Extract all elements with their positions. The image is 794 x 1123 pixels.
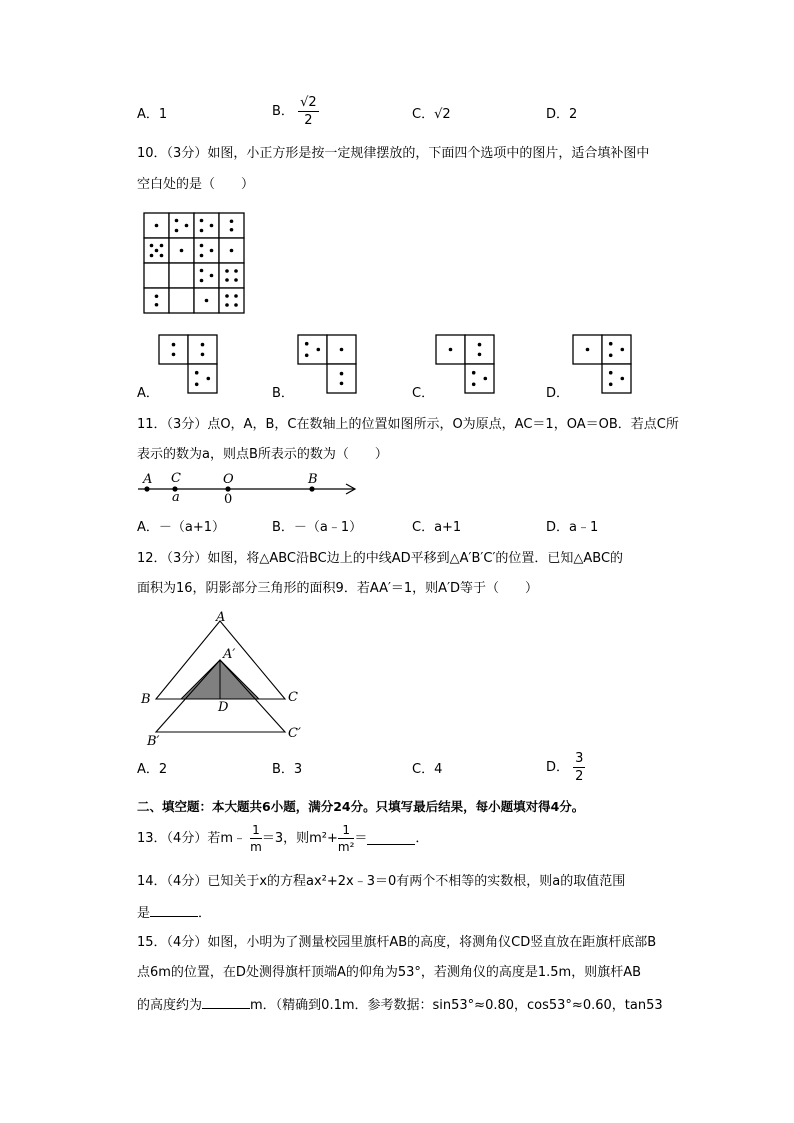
- q14-line2: 是 ．: [137, 906, 212, 921]
- grid-cell-r0c2-dot: [210, 224, 214, 228]
- q12-option-c: C．4: [412, 762, 443, 777]
- option-cell-top-left: [159, 335, 188, 364]
- q11-line1: 11．（3分）点O，A，B，C在数轴上的位置如图所示，O为原点，AC＝1，OA＝OB．若点C所: [137, 417, 679, 432]
- option-cell-top-left-dot: [172, 353, 176, 357]
- grid-cell-r3c3: [219, 288, 244, 313]
- option-cell-bottom-right-dot: [207, 377, 211, 381]
- q9-option-b-fraction: $\frac{√2}{2}$: [300, 95, 317, 128]
- option-cell-top-left-dot: [317, 348, 321, 352]
- grid-cell-r3c1: [169, 288, 194, 313]
- grid-cell-r0c1: [169, 213, 194, 238]
- q11-option-a: A．－（a+1）: [137, 520, 226, 535]
- q15-line1: 15．（4分）如图，小明为了测量校园里旗杆AB的高度，将测角仪CD竖直放在距旗杆底部B: [137, 935, 657, 950]
- q10-option-d-figure: [572, 334, 634, 396]
- grid-cell-r2c0: [144, 263, 169, 288]
- q12-line2: 面积为16，阴影部分三角形的面积9．若AA′＝1，则A′D等于（ ）: [137, 581, 539, 596]
- option-cell-top-left-dot: [449, 348, 453, 352]
- label-b-prime: B′: [147, 734, 160, 749]
- option-cell-top-right-dot: [201, 343, 205, 347]
- grid-cell-r2c3-dot: [225, 269, 229, 273]
- label-a: A: [216, 610, 226, 625]
- q15-line3: 的高度约为 m．（精确到0.1m．参考数据：sin53°≈0.80，cos53°≈0.60，tan53: [137, 998, 663, 1013]
- option-cell-top-left-dot: [305, 354, 309, 358]
- q15-answer-blank[interactable]: [202, 996, 250, 1009]
- option-cell-bottom-right-dot: [195, 383, 199, 387]
- option-cell-top-right-dot: [201, 353, 205, 357]
- option-cell-top-left-dot: [586, 348, 590, 352]
- option-cell-bottom-right: [327, 364, 356, 393]
- q10-option-a-label: A．: [137, 386, 159, 401]
- grid-cell-r3c3-dot: [234, 294, 238, 298]
- option-cell-bottom-right-dot: [195, 371, 199, 375]
- grid-cell-r1c0-dot: [160, 254, 164, 258]
- label-c: C: [171, 471, 181, 486]
- grid-cell-r2c3-dot: [225, 278, 229, 282]
- grid-cell-r1c2-dot: [200, 254, 204, 258]
- option-cell-top-right: [602, 335, 631, 364]
- q10-dot-grid-figure: [142, 211, 246, 315]
- label-a-value: a: [172, 490, 180, 504]
- grid-cell-r1c0-dot: [150, 244, 154, 248]
- option-cell-top-right-dot: [621, 348, 625, 352]
- grid-cell-r2c2-dot: [200, 269, 204, 273]
- grid-cell-r3c3-dot: [225, 303, 229, 307]
- q11-option-d: D．a﹣1: [546, 520, 599, 535]
- q11-number-line: [134, 470, 360, 504]
- option-cell-top-left: [298, 335, 327, 364]
- option-cell-top-right: [465, 335, 494, 364]
- grid-cell-r0c1-dot: [175, 219, 179, 223]
- option-cell-bottom-right-dot: [472, 383, 476, 387]
- grid-cell-r3c3-dot: [225, 294, 229, 298]
- q11-option-b: B．－（a﹣1）: [272, 520, 363, 535]
- grid-cell-r3c0: [144, 288, 169, 313]
- section-2-heading: 二、填空题：本大题共6小题，满分24分。只填写最后结果，每小题填对得4分。: [137, 799, 585, 814]
- grid-cell-r1c2-dot: [210, 249, 214, 253]
- option-cell-top-right-dot: [340, 348, 344, 352]
- option-cell-bottom-right-dot: [472, 371, 476, 375]
- grid-cell-r1c3-dot: [230, 249, 234, 253]
- grid-cell-r1c2-dot: [200, 244, 204, 248]
- grid-cell-r0c2-dot: [200, 219, 204, 223]
- grid-cell-r0c1-dot: [175, 229, 179, 233]
- option-cell-bottom-right-dot: [340, 382, 344, 386]
- grid-cell-r3c0-dot: [155, 294, 159, 298]
- q12-line1: 12．（3分）如图，将△ABC沿BC边上的中线AD平移到△A′B′C′的位置．已知△ABC的: [137, 551, 624, 566]
- grid-cell-r0c3-dot: [230, 228, 234, 232]
- grid-cell-r0c0-dot: [155, 224, 159, 228]
- option-cell-bottom-right-dot: [621, 377, 625, 381]
- label-o: O: [223, 472, 234, 487]
- point-o: [225, 486, 230, 491]
- label-a: A: [143, 472, 153, 487]
- grid-cell-r1c0-dot: [150, 254, 154, 258]
- q10-line2: 空白处的是（ ）: [137, 177, 255, 192]
- q12-option-d: D． $\frac{3}{2}$: [546, 751, 584, 784]
- q9-option-a: A．1: [137, 107, 168, 122]
- grid-cell-r2c3-dot: [234, 278, 238, 282]
- grid-cell-r3c2-dot: [205, 299, 209, 303]
- option-cell-top-right: [188, 335, 217, 364]
- option-cell-bottom-right-dot: [609, 371, 613, 375]
- grid-cell-r2c3: [219, 263, 244, 288]
- q13-line: 13．（4分）若m﹣ $\frac{1}{m}$ ＝3，则m²+ $\frac{1}{\text{m²}}$ ＝ ．: [137, 823, 429, 854]
- q10-option-b-figure: [297, 334, 359, 396]
- grid-cell-r2c2-dot: [210, 274, 214, 278]
- grid-cell-r0c3: [219, 213, 244, 238]
- grid-cell-r2c3-dot: [234, 269, 238, 273]
- q10-option-c-label: C．: [412, 386, 435, 401]
- q9-option-b: B． $\frac{√2}{2}$: [272, 95, 317, 128]
- grid-cell-r1c0-dot: [160, 244, 164, 248]
- q10-option-a-figure: [158, 334, 220, 396]
- q10-option-d-label: D．: [546, 386, 570, 401]
- grid-cell-r0c3-dot: [230, 219, 234, 223]
- label-b: B: [141, 692, 151, 707]
- label-a-prime: A′: [223, 647, 236, 662]
- option-cell-top-right-dot: [609, 342, 613, 346]
- option-cell-bottom-right: [188, 364, 217, 393]
- q12-option-a: A．2: [137, 762, 168, 777]
- option-cell-top-left-dot: [305, 342, 309, 346]
- grid-cell-r0c1-dot: [185, 224, 189, 228]
- q12-option-b: B．3: [272, 762, 303, 777]
- grid-cell-r1c1-dot: [180, 249, 184, 253]
- grid-cell-r1c2: [194, 238, 219, 263]
- q14-line1: 14．（4分）已知关于x的方程ax²+2x﹣3＝0有两个不相等的实数根，则a的取值范围: [137, 874, 626, 889]
- option-cell-bottom-right-dot: [484, 377, 488, 381]
- q15-line2: 点6m的位置，在D处测得旗杆顶端A的仰角为53°，若测角仪的高度是1.5m，则旗杆AB: [137, 965, 642, 980]
- grid-cell-r2c1: [169, 263, 194, 288]
- q10-line1: 10．（3分）如图，小正方形是按一定规律摆放的，下面四个选项中的图片，适合填补图中: [137, 146, 650, 161]
- q10-option-c-figure: [435, 334, 497, 396]
- point-a: [144, 486, 149, 491]
- q11-line2: 表示的数为a，则点B所表示的数为（ ）: [137, 447, 388, 462]
- q9-option-d: D．2: [546, 107, 578, 122]
- q12-triangle-figure: [136, 608, 316, 750]
- option-cell-bottom-right-dot: [609, 383, 613, 387]
- q10-option-b-label: B．: [272, 386, 294, 401]
- grid-cell-r2c2-dot: [200, 279, 204, 283]
- q12-option-d-fraction: $\frac{3}{2}$: [575, 751, 584, 784]
- option-cell-top-right-dot: [478, 353, 482, 357]
- grid-cell-r2c2: [194, 263, 219, 288]
- label-d: D: [218, 700, 229, 715]
- label-zero: 0: [224, 492, 233, 504]
- option-cell-bottom-right: [465, 364, 494, 393]
- option-cell-top-left-dot: [172, 343, 176, 347]
- grid-cell-r0c2: [194, 213, 219, 238]
- grid-cell-r3c3-dot: [234, 303, 238, 307]
- q13-answer-blank[interactable]: [367, 832, 415, 845]
- q14-answer-blank[interactable]: [150, 904, 198, 917]
- label-b: B: [308, 472, 318, 487]
- point-b: [309, 486, 314, 491]
- option-cell-bottom-right-dot: [340, 372, 344, 376]
- label-c: C: [288, 690, 298, 705]
- option-cell-top-right-dot: [609, 354, 613, 358]
- q13-fraction-1: $\frac{1}{m}$: [250, 823, 262, 854]
- q13-fraction-2: $\frac{1}{\text{m²}}$: [337, 823, 355, 854]
- q11-option-c: C．a+1: [412, 520, 462, 535]
- label-c-prime: C′: [288, 726, 301, 741]
- grid-cell-r3c0-dot: [155, 303, 159, 307]
- grid-cell-r1c0-dot: [155, 249, 159, 253]
- grid-cell-r0c2-dot: [200, 229, 204, 233]
- q9-option-c: C．√2: [412, 107, 451, 122]
- option-cell-bottom-right: [602, 364, 631, 393]
- option-cell-top-right-dot: [478, 343, 482, 347]
